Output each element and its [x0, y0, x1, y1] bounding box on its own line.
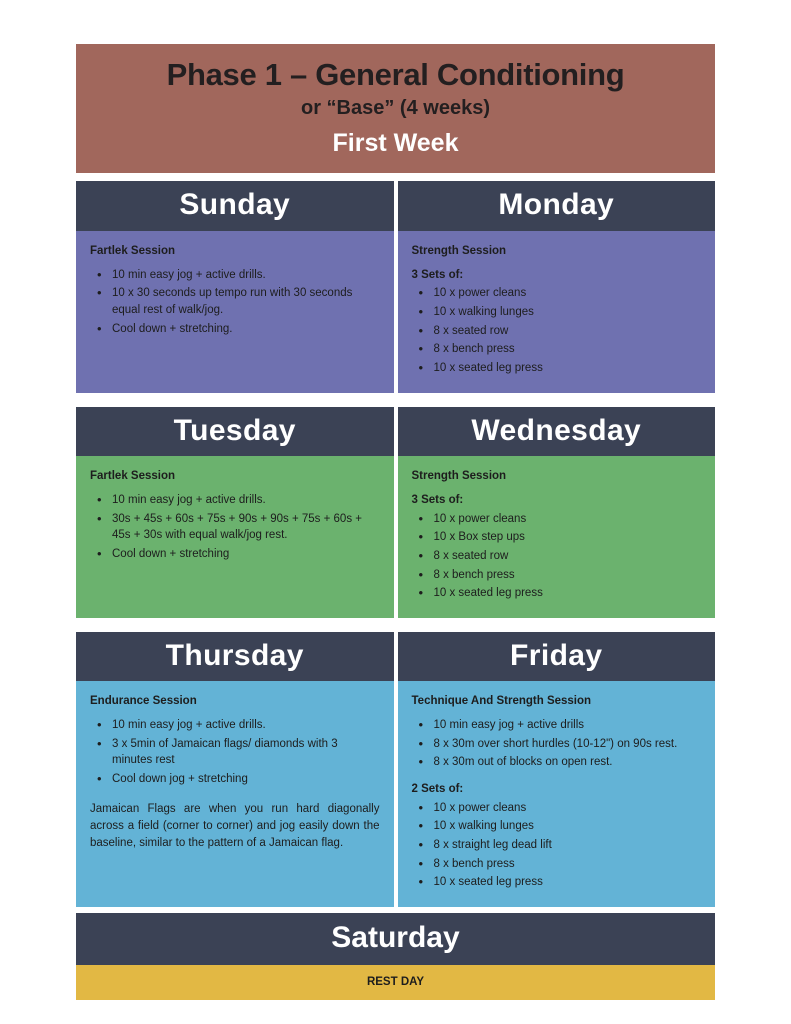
page-title: Phase 1 – General Conditioning: [166, 57, 625, 92]
day-column-thursday: [76, 632, 394, 907]
page-subtitle: or “Base” (4 weeks): [301, 96, 490, 119]
list-item: • Cool down jog + stretching: [110, 771, 380, 788]
list-item: • 8 x bench press: [432, 341, 702, 358]
list-item: • 8 x seated row: [432, 323, 702, 340]
list-item: • 10 min easy jog + active drills.: [110, 267, 380, 284]
sets-title-monday: 3 Sets of:: [411, 268, 464, 281]
list-item: • Cool down + stretching.: [110, 321, 380, 338]
day-header-monday: Monday: [398, 181, 716, 231]
day-body-wednesday: [398, 456, 716, 618]
list-item: • 3 x 5min of Jamaican flags/ diamonds with 3 minutes rest: [110, 736, 380, 769]
list-item: • 10 x walking lunges: [432, 304, 702, 321]
day-header-sunday: Sunday: [76, 181, 394, 231]
day-body-sunday: [76, 231, 394, 393]
training-plan-sheet: [76, 44, 715, 1000]
session-items-sunday: [90, 267, 380, 338]
list-item: • 10 x seated leg press: [432, 585, 702, 602]
day-column-wednesday: [398, 407, 716, 618]
day-header-friday: Friday: [398, 632, 716, 682]
day-body-friday: [398, 681, 716, 907]
week-row-1: [76, 181, 715, 392]
set-items-friday: [412, 800, 702, 891]
day-body-monday: [398, 231, 716, 393]
session-items-monday: [412, 285, 702, 376]
day-header-tuesday: Tuesday: [76, 407, 394, 457]
day-column-friday: [398, 632, 716, 907]
row-divider: [76, 618, 715, 624]
list-item: • 10 x power cleans: [432, 511, 702, 528]
page-week-label: First Week: [332, 128, 459, 157]
day-body-thursday: [76, 681, 394, 907]
sets-title-friday: 2 Sets of:: [411, 783, 464, 796]
session-items-wednesday: [412, 511, 702, 602]
session-items-friday: [412, 717, 702, 771]
list-item: • 10 min easy jog + active drills: [432, 717, 702, 734]
day-column-monday: [398, 181, 716, 392]
week-row-3: [76, 632, 715, 907]
session-title-monday: Strength Session: [411, 244, 507, 257]
session-title-sunday: Fartlek Session: [90, 244, 176, 257]
list-item: • 10 x power cleans: [432, 800, 702, 817]
day-body-tuesday: [76, 456, 394, 618]
session-title-tuesday: Fartlek Session: [90, 470, 176, 483]
thursday-note: Jamaican Flags are when you run hard diagonally across a field (corner to corner) and jog easily down the baseline, similar to the pattern of a Jamaican flag.: [90, 802, 380, 850]
plan-title-block: [76, 44, 715, 173]
sets-title-wednesday: 3 Sets of:: [411, 493, 464, 506]
session-items-tuesday: [90, 492, 380, 563]
list-item: • 10 x seated leg press: [432, 360, 702, 377]
session-title-wednesday: Strength Session: [411, 470, 507, 483]
session-title-friday: Technique And Strength Session: [411, 695, 592, 708]
row-divider: [76, 393, 715, 399]
list-item: • 10 x power cleans: [432, 285, 702, 302]
day-column-sunday: [76, 181, 394, 392]
list-item: • 8 x seated row: [432, 548, 702, 565]
list-item: • 10 x seated leg press: [432, 874, 702, 891]
list-item: • 8 x 30m out of blocks on open rest.: [432, 754, 702, 771]
day-body-saturday: REST DAY: [76, 965, 715, 1000]
day-column-tuesday: [76, 407, 394, 618]
list-item: • 10 min easy jog + active drills.: [110, 492, 380, 509]
session-title-thursday: Endurance Session: [90, 695, 197, 708]
list-item: • 30s + 45s + 60s + 75s + 90s + 90s + 75s + 60s + 45s + 30s with equal walk/jog rest.: [110, 511, 380, 544]
list-item: • 8 x straight leg dead lift: [432, 837, 702, 854]
day-header-wednesday: Wednesday: [398, 407, 716, 457]
list-item: • 8 x 30m over short hurdles (10-12") on 90s rest.: [432, 736, 702, 753]
list-item: • 8 x bench press: [432, 567, 702, 584]
list-item: • 10 min easy jog + active drills.: [110, 717, 380, 734]
list-item: • 10 x 30 seconds up tempo run with 30 seconds equal rest of walk/jog.: [110, 285, 380, 318]
list-item: • 10 x walking lunges: [432, 818, 702, 835]
list-item: • 10 x Box step ups: [432, 529, 702, 546]
day-header-saturday: Saturday: [76, 913, 715, 965]
day-header-thursday: Thursday: [76, 632, 394, 682]
list-item: • Cool down + stretching: [110, 546, 380, 563]
session-items-thursday: [90, 717, 380, 788]
list-item: • 8 x bench press: [432, 856, 702, 873]
week-row-2: [76, 407, 715, 618]
